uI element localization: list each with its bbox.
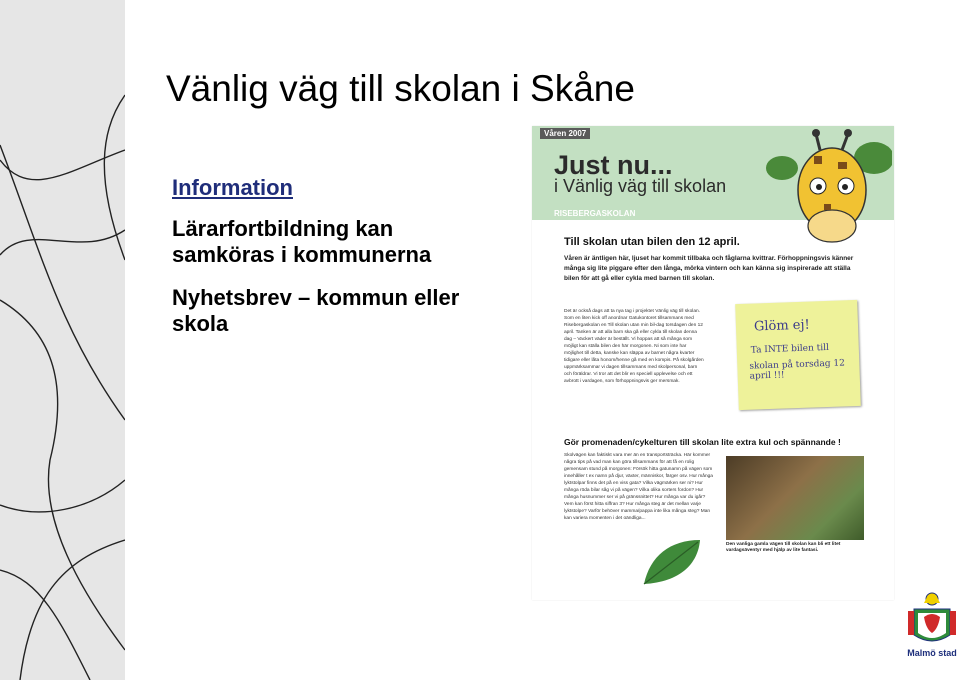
leaf-icon bbox=[640, 536, 704, 588]
newsletter-title: Just nu... bbox=[554, 150, 673, 180]
tree-photo bbox=[726, 456, 864, 540]
newsletter-body-1: Det är också dags att ta nya tag i projektet Vänlig väg till skolan. Som en liten kick off anordnar Gatukontoret tillsammans med Risebergaskolan en Till skolan utan min bil-dag torsdagen den 12 april. Tanken är att alla barn ska gå eller cykla till skolan denna dag – Vackert väder är beställt. Vi hoppas att så många som möjligt kan ställa bilen den här morgonen. Ni som inte har möjlighet till detta, kanske kan släppa av barnet några kvarter tidigare eller låta honom/henne gå med en kompis. På skolgården uppmärksammar vi dagen tillsammans med skolpersonal, barn och föräldrar. Vi tror att det blir en speciell upplevelse och ett avbrott i vardagen, som förhoppningsvis ger mersmak. bbox=[564, 309, 704, 384]
newsletter-image bbox=[532, 126, 894, 600]
giraffe-illustration bbox=[762, 128, 892, 246]
bullet-newsletter: Nyhetsbrev – kommun eller skola bbox=[172, 285, 460, 336]
note-line-2: Ta INTE bilen till bbox=[750, 342, 830, 356]
newsletter-school: RISEBERGASKOLAN bbox=[554, 209, 636, 218]
newsletter-body-2: Skolvägen kan faktiskt vara mer än en transportsträcka. Här kommer några tips på vad man kan göra tillsammans för att få en rolig gemensam stund på morgonen: Försök hitta gatunamn på vägen som innehåller t ex namn på djur, växter, människor, färger osv. Hur många lyktstolpar finns det på en viss gata? Vilka vägmärken ser ni? Hur många röda bilar såg vi på vägen? Vilka olika sorters fordon? Hur många husnummer ser vi på gränssnittet? Hur många var du igår? Vem kan först hitta siffran 3? Hur många steg är det mellan varje lyktstolpe? Varför behöver mamma/pappa inte lika många steg? Man kan variera momenten i det oändliga... bbox=[564, 453, 713, 521]
newsletter-headline-1: Till skolan utan bilen den 12 april. bbox=[564, 236, 740, 248]
note-line-1: Glöm ej! bbox=[753, 317, 811, 335]
slide-title: Vänlig väg till skolan i Skåne bbox=[166, 68, 635, 109]
note-line-3: skolan på torsdag 12 april !!! bbox=[749, 358, 846, 382]
malmo-stad-logo-text: Malmö stad bbox=[907, 648, 957, 658]
photo-caption: Den vanliga gamla vägen till skolan kan bli ett litet vardagsäventyr med hjälp av lite fantasi. bbox=[726, 542, 841, 553]
newsletter-season: Våren 2007 bbox=[540, 128, 590, 139]
decorative-sidebar bbox=[0, 0, 125, 680]
newsletter-headline-2: Gör promenaden/cykelturen till skolan lite extra kul och spännande ! bbox=[564, 437, 841, 447]
sticky-note bbox=[735, 300, 861, 410]
bullet-teacher-training: Lärarfortbildning kan samköras i kommunerna bbox=[172, 216, 432, 267]
info-heading: Information bbox=[172, 175, 293, 200]
newsletter-subtitle: i Vänlig väg till skolan bbox=[554, 176, 727, 196]
newsletter-intro: Våren är äntligen här, ljuset har kommit tillbaka och fåglarna kvittrar. Förhoppningsvis känner många sig lite piggare efter den långa, mörka vintern och kan känna sig inspirerade att ställa bilen för att gå eller cykla med barnen till skolan. bbox=[564, 255, 854, 282]
sidebar-line-art bbox=[0, 0, 125, 680]
